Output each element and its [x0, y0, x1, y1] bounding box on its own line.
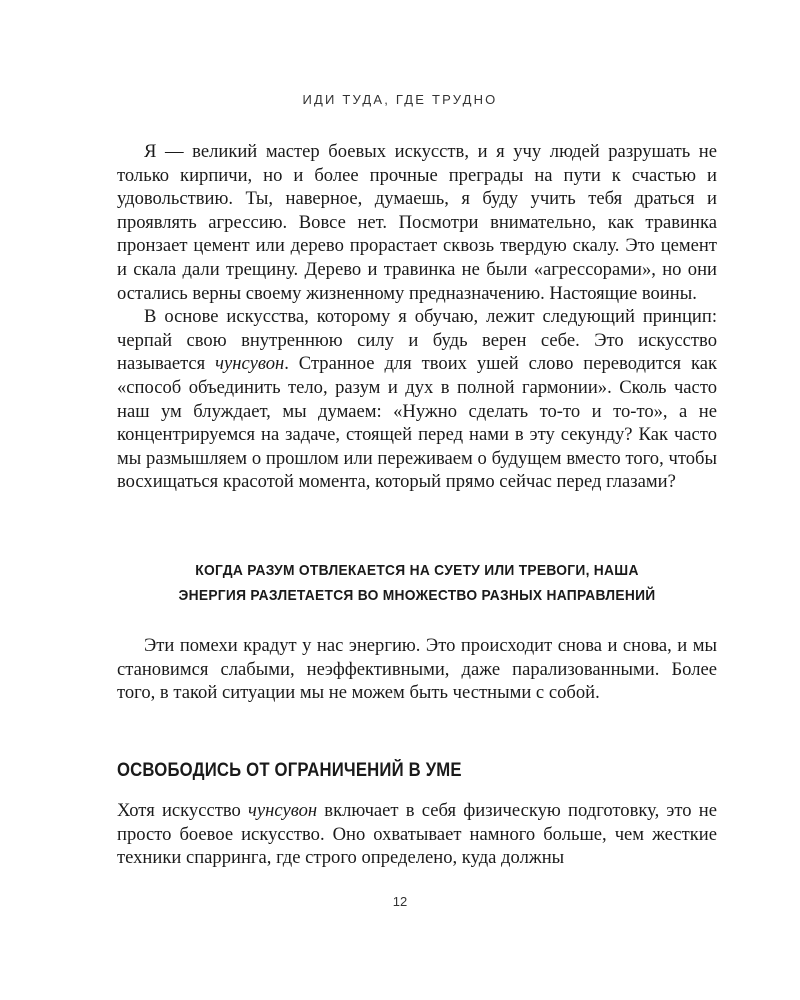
term-chunsuvon: чунсувон: [215, 353, 285, 375]
paragraph-chunsuvon: [117, 305, 717, 494]
pull-quote-line-2: ЭНЕРГИЯ РАЗЛЕТАЕТСЯ ВО МНОЖЕСТВО РАЗНЫХ НАПРАВЛЕНИЙ: [178, 587, 656, 604]
paragraph-chunsuvon-end: . Странное для твоих ушей слово переводится как «способ объединить тело, разум и дух в полной гармонии». Сколь часто наш ум блуждает, мы думаем: «Нужно сделать то-то и то-то», а не концентрируемся на задаче, стоящей перед нами в эту секунду? Как часто мы размышляем о прошлом или переживаем о будущем вместо того, чтобы восхищаться красотой момента, который прямо сейчас перед глазами?: [117, 353, 717, 493]
running-head: ИДИ ТУДА, ГДЕ ТРУДНО: [302, 92, 498, 107]
text-block-distractions: [117, 634, 717, 705]
text-block-section: [117, 799, 717, 870]
paragraph-distractions: Эти помехи крадут у нас энергию. Это происходит снова и снова, и мы становимся слабыми, неэффективными, даже парализованными. Более того, в такой ситуации мы не можем быть честными с собой.: [117, 635, 717, 704]
paragraph-chunsuvon-start: В основе искусства, которому я обучаю, лежит следующий принцип: черпай свою внутреннюю силу и будь верен себе. Это искусство называется: [117, 306, 717, 375]
pull-quote-line-1: КОГДА РАЗУМ ОТВЛЕКАЕТСЯ НА СУЕТУ ИЛИ ТРЕВОГИ, НАША: [195, 562, 639, 579]
term-chunsuvon-2: чунсувон: [248, 800, 318, 821]
section-heading: ОСВОБОДИСЬ ОТ ОГРАНИЧЕНИЙ В УМЕ: [117, 760, 462, 781]
page-number: 12: [392, 894, 408, 909]
paragraph-master: Я — великий мастер боевых искусств, и я учу людей разрушать не только кирпичи, но и более прочные преграды на пути к счастью и удовольствию. Ты, наверное, думаешь, я буду учить тебя драться и проявлять агрессию. Вовсе нет. Посмотри внимательно, как травинка пронзает цемент или дерево прорастает сквозь твердую скалу. Это цемент и скала дали трещину. Дерево и травинка не были «агрессорами», но они остались верны своему жизненному предназначению. Настоящие воины.: [117, 141, 717, 304]
paragraph-physical-training-end: включает в себя физическую подготовку, это не просто боевое искусство. Оно охватывает намного больше, чем жесткие техники спарринга, где строго определено, куда должны: [117, 800, 717, 869]
text-block-intro: [117, 140, 717, 494]
paragraph-physical-training-start: Хотя искусство: [117, 800, 249, 821]
paragraph-physical-training: [117, 799, 717, 870]
pull-quote: [141, 558, 693, 608]
